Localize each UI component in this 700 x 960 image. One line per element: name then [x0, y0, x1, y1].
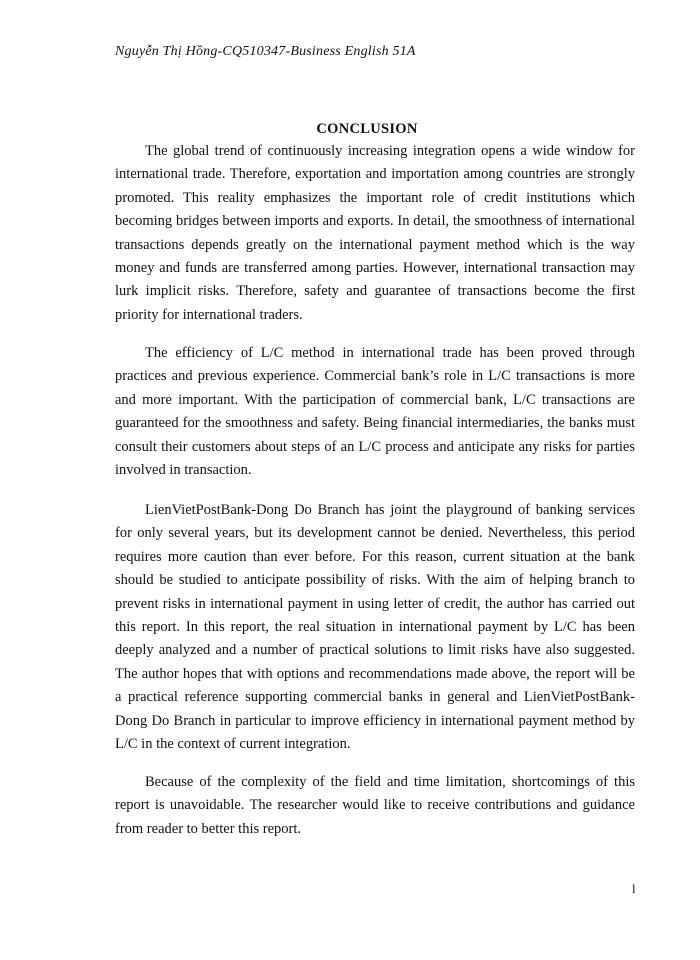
paragraph-4: Because of the complexity of the field and time limitation, shortcomings of this report is unavoidable. The researcher would like to receive contributions and guidance from reader to better this report. — [115, 774, 635, 837]
running-header: Nguyễn Thị Hồng-CQ510347-Business English 51A — [115, 44, 416, 59]
paragraph-3: LienVietPostBank-Dong Do Branch has joint the playground of banking services for only several years, but its development cannot be denied. Nevertheless, this period requires more caution than ever before. For this reason, current situation at the bank should be studied to anticipate possibility of risks. With the aim of helping branch to prevent risks in international payment in using letter of credit, the author has carried out this report. In this report, the real situation in international payment by L/C has been deeply analyzed and a number of practical solutions to limit risks have also suggested. The author hopes that with options and recommendations made above, the report will be a practical reference supporting commercial banks in general and LienVietPostBank-Dong Do Branch in particular to improve efficiency in international payment method by L/C in the context of current integration. — [115, 502, 635, 753]
paragraph-2: The efficiency of L/C method in international trade has been proved through practices and previous experience. Commercial bank’s role in L/C transactions is more and more important. With the participation of commercial bank, L/C transactions are guaranteed for the smoothness and safety. Being financial intermediaries, the banks must consult their customers about steps of an L/C process and anticipate any risks for parties involved in transaction. — [115, 345, 635, 479]
paragraph-1: The global trend of continuously increasing integration opens a wide window for international trade. Therefore, exportation and importation among countries are strongly promoted. This reality emphasizes the important role of credit institutions which becoming bridges between imports and exports. In detail, the smoothness of international transactions depends greatly on the international payment method which is the way money and funds are transferred among parties. However, international transaction may lurk implicit risks. Therefore, safety and guarantee of transactions become the first priority for international traders. — [115, 143, 635, 323]
section-title: CONCLUSION — [316, 121, 418, 137]
page-number: l — [632, 881, 636, 896]
